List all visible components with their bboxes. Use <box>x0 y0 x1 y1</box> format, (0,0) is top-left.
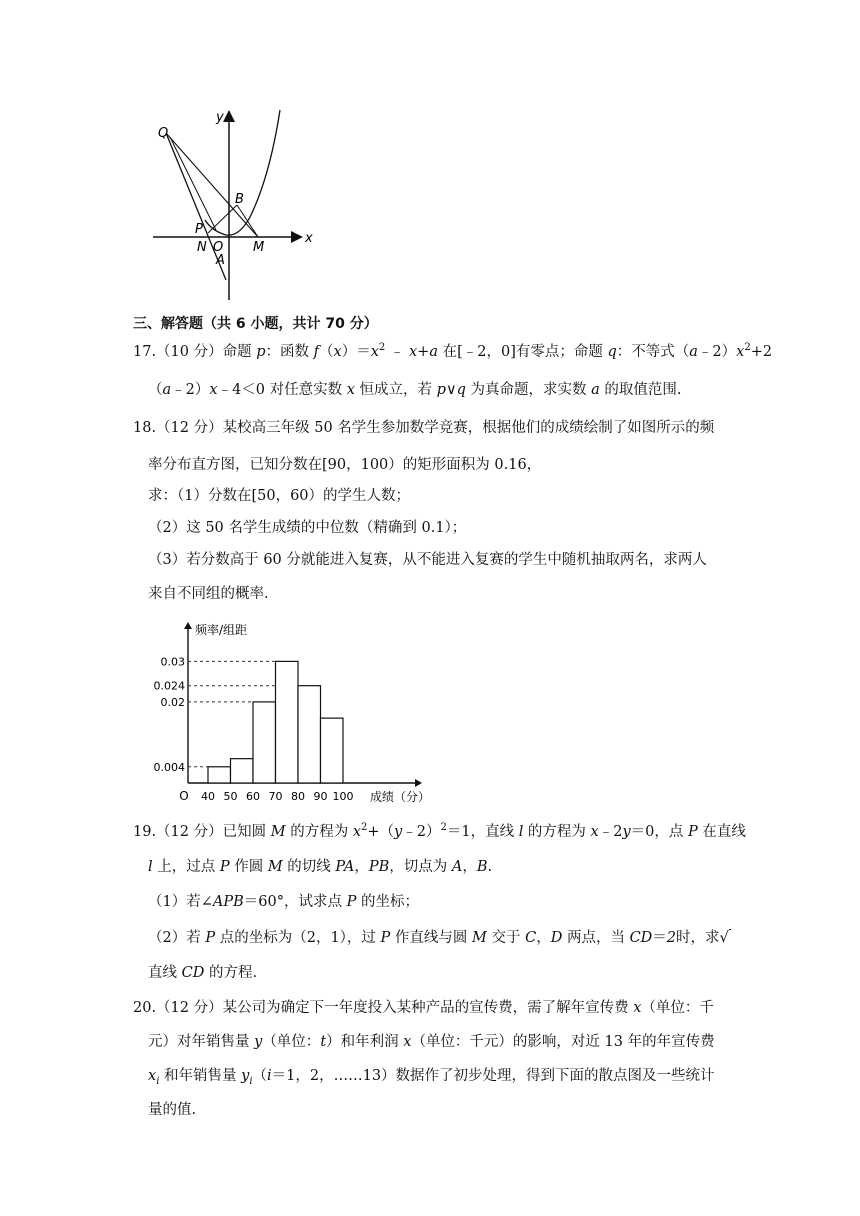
label-B: B <box>235 192 244 207</box>
label-N: N <box>197 240 207 255</box>
hist-bar <box>276 661 299 783</box>
hist-x-tick-label: 50 <box>223 790 238 803</box>
q18-line-2: 率分布直方图，已知分数在[90，100）的矩形面积为 0.16， <box>148 457 542 473</box>
q20-line-3: $x_i$ 和年销售量 $y_i(i=1$，2，……13）数据作了初步处理，得到下面的散点图及一些统计 <box>148 1068 715 1087</box>
q19-line-5: 直线 CD 的方程. <box>148 965 258 981</box>
label-x: x <box>305 231 313 246</box>
q18-line-1: 18.（12 分）某校高三年级 50 名学生参加数学竞赛，根据他们的成绩绘制了如图所示的频 <box>133 420 715 436</box>
q20-line-4: 量的值. <box>148 1102 197 1118</box>
q17-line-2: （a﹣2）x﹣4＜0 对任意实数 x 恒成立，若 p∨q 为真命题，求实数 a 的取值范围. <box>148 382 682 398</box>
hist-x-tick-label: 90 <box>313 790 328 803</box>
q20-line-1: 20.（12 分）某公司为确定下一年度投入某种产品的宣传费，需了解年宣传费 x（单位：千 <box>133 1000 714 1016</box>
q19-line-2: l 上，过点 P 作圆 M 的切线 PA，PB，切点为 A，B. <box>148 859 493 875</box>
hist-bar <box>321 718 344 783</box>
hist-bar <box>208 767 231 783</box>
label-y: y <box>216 110 224 125</box>
parabola-tangent-figure <box>150 105 320 305</box>
q19-line-3: （1）若∠APB＝60°，试求点 P 的坐标； <box>148 894 419 910</box>
hist-y-tick-label: 0.024 <box>153 679 185 693</box>
line-PB <box>208 205 237 233</box>
line-QM <box>170 137 216 230</box>
hist-x-tick-label: 60 <box>246 790 260 803</box>
hist-x-tick-label: 70 <box>268 790 283 803</box>
label-M: M <box>253 240 265 255</box>
q20-line-2: 元）对年销售量 y（单位：t）和年利润 x（单位：千元）的影响，对近 13 年的年宣传费 <box>148 1034 715 1050</box>
hist-bar <box>253 702 276 783</box>
hist-y-tick-label: 0.02 <box>160 695 185 709</box>
hist-x-label: 成绩（分） <box>370 790 431 804</box>
label-Q: Q <box>158 126 169 141</box>
frequency-histogram <box>150 620 450 815</box>
q18-line-6: 来自不同组的概率. <box>148 586 269 602</box>
hist-x-tick-label: 100 <box>332 790 354 803</box>
hist-y-label: 频率/组距 <box>195 623 248 637</box>
hist-x-arrow <box>415 779 422 787</box>
q18-line-3: 求：（1）分数在[50，60）的学生人数； <box>148 488 411 504</box>
hist-origin-label: O <box>179 789 189 803</box>
q19-line-4: （2）若 P 点的坐标为（2，1），过 P 作直线与圆 M 交于 C，D 两点，当 CD＝2时，求√ <box>148 930 729 946</box>
q18-line-5: （3）若分数高于 60 分就能进入复赛，从不能进入复赛的学生中随机抽取两名，求两人 <box>148 552 707 568</box>
sqrt-symbol: √ <box>719 930 729 946</box>
hist-bar <box>231 759 254 783</box>
q17-line-1: 17.（10 分）命题 p：函数 $f(x)=x^2$ ﹣ x+a 在[﹣2，0]有零点；命题 q：不等式$(a﹣2)x^2+2$ <box>133 342 773 360</box>
hist-x-tick-label: 40 <box>201 790 215 803</box>
q19-line-1: 19.（12 分）已知圆 M 的方程为 $x^2+(y﹣2)^2=1$，直线 l 的方程为 x﹣2y＝0，点 P 在直线 <box>133 822 746 840</box>
section-title: 三、解答题（共 6 小题，共计 70 分） <box>133 316 378 332</box>
label-P: P <box>195 222 203 237</box>
hist-y-tick-label: 0.03 <box>160 655 185 669</box>
hist-y-tick-label: 0.004 <box>153 760 185 774</box>
hist-x-tick-label: 80 <box>291 790 305 803</box>
label-O: O <box>213 240 224 255</box>
hist-bar <box>298 686 321 783</box>
q18-line-4: （2）这 50 名学生成绩的中位数（精确到 0.1）； <box>148 520 467 536</box>
hist-y-arrow <box>184 622 192 629</box>
line-BM <box>237 205 258 237</box>
label-A: A <box>216 253 225 268</box>
parabola-curve <box>205 110 280 235</box>
